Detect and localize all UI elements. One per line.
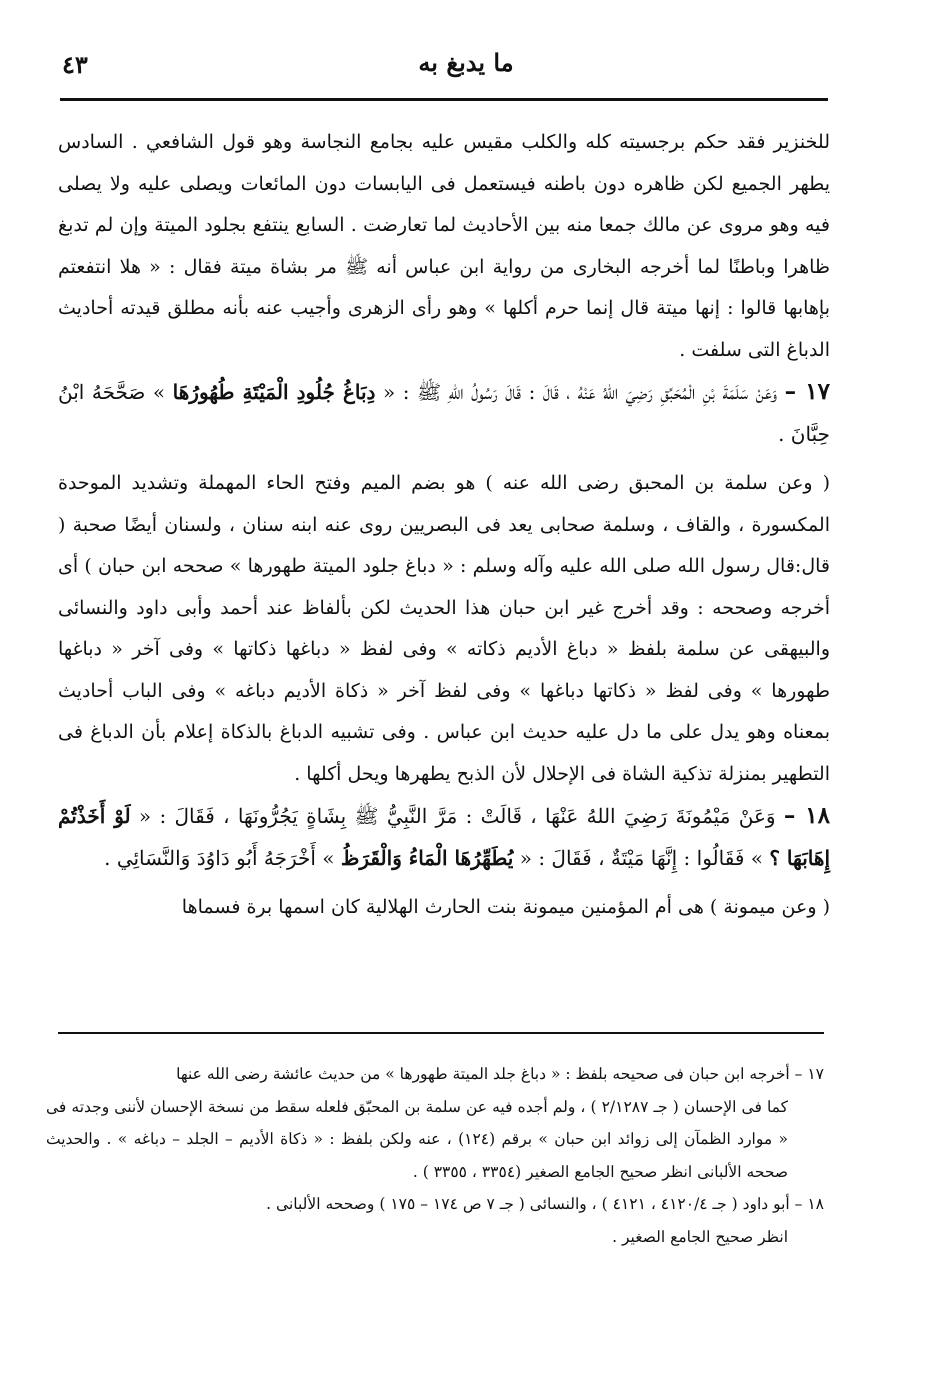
commentary-paragraph-2: ( وعن سلمة بن المحبق رضى الله عنه ) هو بضم الميم وفتح الحاء المهملة وتشديد الموحدة المكسورة ، والقاف ، وسلمة صحابى يعد فى البصريين روى عنه ابنه سنان ، ولسنان أيضًا صحبة ( قال:قال رسول الله صلى الله عليه وآله وسلم : « دباغ جلود الميتة طهورها » صححه ابن حبان ) أى أخرجه وصححه : وقد أخرج غير ابن حبان هذا الحديث لكن بألفاظ عند أحمد وأبى داود والنسائى والبيهقى عن سلمة بلفظ « دباغ الأديم ذكاته » وفى لفظ « دباغها ذكاتها » وفى آخر « دباغها طهورها » وفى لفظ « ذكاتها دباغها » وفى لفظ آخر « ذكاة الأديم دباغه » وفى الباب أحاديث بمعناه وهو يدل على ما دل عليه حديث ابن عباس . وفى تشبيه الدباغ بالذكاة إعلام بأن الدباغ فى التطهير بمنزلة تذكية الشاة فى الإحلال لأن الذبح يطهرها ويحل أكلها .	[58, 472, 830, 785]
footnote-rule	[58, 1032, 824, 1034]
footnotes	[46, 1058, 824, 1253]
hadith-18-intro: وَعَنْ مَيْمُونَةَ رَضِيَ اللهُ عَنْهَا ، قَالَتْ : مَرَّ النَّبِيُّ ﷺ بِشَاةٍ يَجُرُّونَهَا ، فَقَالَ : «	[138, 804, 776, 828]
hadith-17-number: ١٧ –	[784, 378, 831, 405]
footnote-17-line-1: ١٧ – أخرجه ابن حبان فى صحيحه بلفظ : « دباغ جلد الميتة طهورها » من حديث عائشة رضى الله عنها	[176, 1065, 824, 1083]
body-text	[58, 122, 830, 929]
hadith-18-source: » أَخْرَجَهُ أَبُو دَاوُدَ وَالنَّسَائِي .	[104, 845, 335, 870]
hadith-17	[58, 371, 830, 455]
hadith-18	[58, 795, 830, 879]
commentary-paragraph-1: للخنزير فقد حكم برجسيته كله والكلب مقيس عليه بجامع النجاسة وهو قول الشافعي . السادس يطهر الجميع لكن ظاهره دون باطنه فيستعمل فى اليابسات دون المائعات ويصلى عليه ولا يصلى فيه وهو مروى عن مالك جمعا منه بين الأحاديث لما تعارضت . السابع ينتفع بجلود الميتة وإن لم تدبغ ظاهرا وباطنًا لما أخرجه البخارى من رواية ابن عباس أنه ﷺ مر بشاة ميتة فقال : « هلا انتفعتم بإهابها قالوا : إنها ميتة قال إنما حرم أكلها » وهو رأى الزهرى وأجيب عنه بأنه مطلق قيدته أحاديث الدباغ التى سلفت .	[58, 131, 830, 361]
running-title: ما يدبغ به	[418, 48, 514, 77]
hadith-18-number: ١٨ –	[783, 802, 831, 829]
hadith-18-answer: يُطَهِّرُهَا الْمَاءُ وَالْقَرَظُ	[340, 845, 514, 870]
hadith-17-intro: وَعَنْ سَلَمَةَ بْنِ الْمُحَبِّقِ رَضِيَ اللهُ عَنْهُ ، قَالَ : قَالَ رَسُولُ اللهِ ﷺ : «	[382, 380, 778, 404]
footnote-18-line-1: ١٨ – أبو داود ( جـ ٤١٢٠/٤ ، ٤١٢١ ) ، والنسائى ( جـ ٧ ص ١٧٤ – ١٧٥ ) وصححه الألبانى .	[266, 1195, 824, 1213]
footnote-17-continuation: كما فى الإحسان ( جـ ٢/١٢٨٧ ) ، ولم أجده فيه عن سلمة بن المحبّق فلعله سقط من نسخة الإحسان لأننى وجدته فى « موارد الظمآن إلى زوائد ابن حبان » برقم (١٢٤) ، عنه ولكن بلفظ : « ذكاة الأديم – الجلد – دباغه » . والحديث صححه الألبانى انظر صحيح الجامع الصغير (٣٣٥٤ ، ٣٣٥٥ ) .	[46, 1097, 789, 1181]
commentary-paragraph-3: ( وعن ميمونة ) هى أم المؤمنين ميمونة بنت الحارث الهلالية كان اسمها برة فسماها	[181, 896, 830, 918]
hadith-17-text: دِبَاغُ جُلُودِ الْمَيْتَةِ طُهُورُهَا	[172, 380, 376, 404]
header-rule	[60, 98, 828, 101]
page-number: ٤٣	[62, 50, 88, 79]
hadith-18-question: لَوْ أَخَذْتُمْ إِهَابَهَا ؟	[58, 804, 830, 870]
footnote-18-continuation: انظر صحيح الجامع الصغير .	[612, 1227, 788, 1246]
hadith-17-source: » صَحَّحَهُ ابْنُ حِبَّانَ .	[58, 380, 830, 446]
hadith-18-middle: » فَقَالُوا : إِنَّهَا مَيْتَةٌ ، فَقَالَ : «	[519, 845, 763, 870]
